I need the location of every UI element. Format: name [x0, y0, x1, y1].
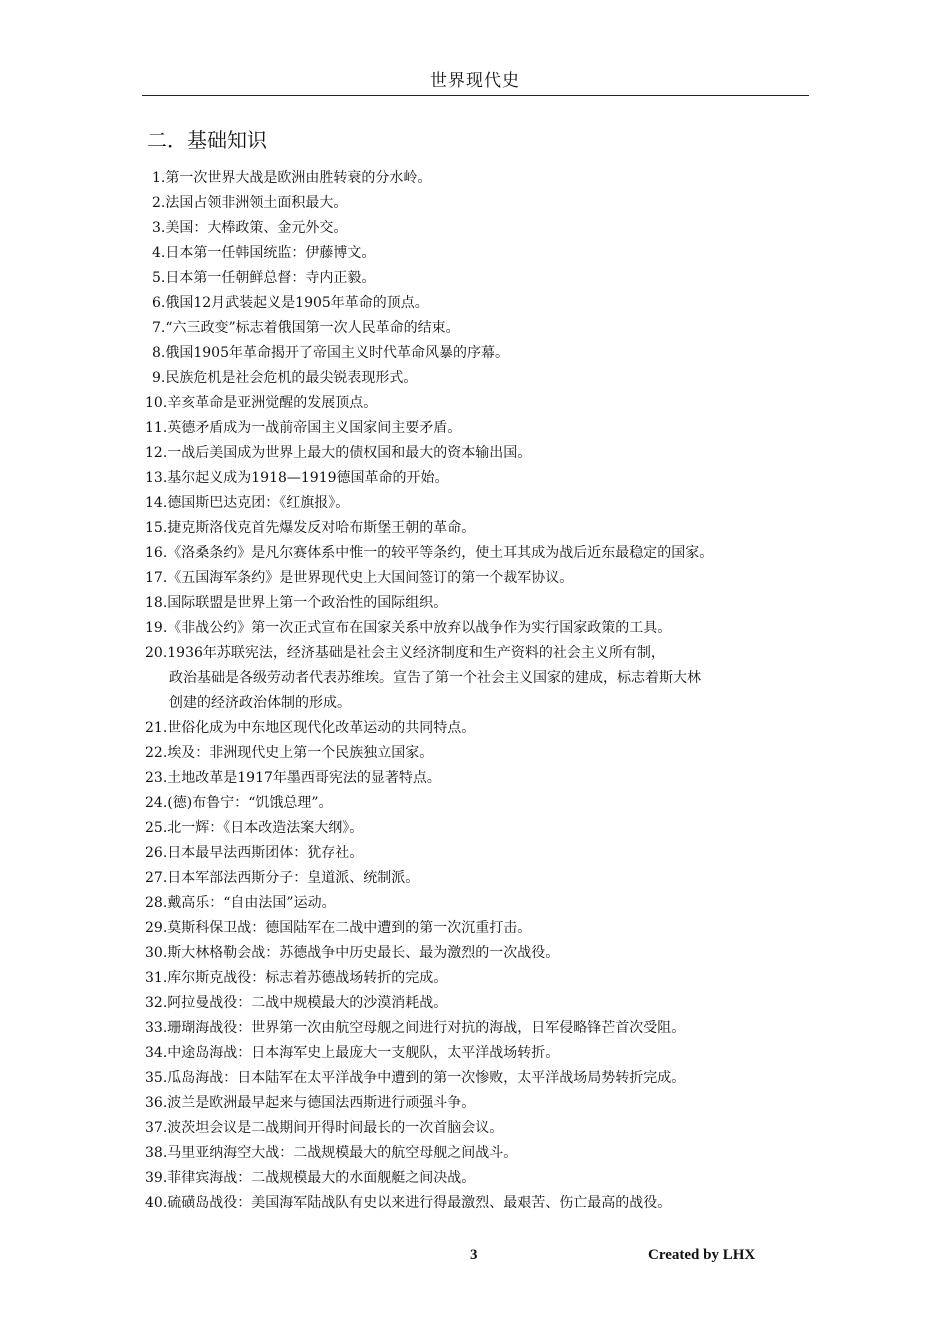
- list-item-10: 10.辛亥革命是亚洲觉醒的发展顶点。: [145, 395, 378, 411]
- list-item-5: 5.日本第一任朝鲜总督：寺内正毅。: [152, 270, 376, 286]
- list-item-22: 22.埃及：非洲现代史上第一个民族独立国家。: [145, 745, 434, 761]
- page-header-title: 世界现代史: [430, 71, 520, 91]
- list-item-32: 32.阿拉曼战役：二战中规模最大的沙漠消耗战。: [145, 995, 448, 1011]
- list-item-14: 14.德国斯巴达克团：《红旗报》。: [145, 495, 350, 511]
- list-item-4: 4.日本第一任韩国统监：伊藤博文。: [152, 245, 376, 261]
- list-item-3: 3.美国：大棒政策、金元外交。: [152, 220, 348, 236]
- list-item-9: 9.民族危机是社会危机的最尖锐表现形式。: [152, 370, 418, 386]
- list-item-31: 31.库尔斯克战役：标志着苏德战场转折的完成。: [145, 970, 448, 986]
- list-item-39: 39.菲律宾海战：二战规模最大的水面舰艇之间决战。: [145, 1170, 476, 1186]
- list-item-23: 23.土地改革是1917年墨西哥宪法的显著特点。: [145, 770, 441, 786]
- list-item-24: 24.(德)布鲁宁：“饥饿总理”。: [145, 795, 333, 811]
- section-title: 二．基础知识: [147, 128, 267, 152]
- list-item-11: 11.英德矛盾成为一战前帝国主义国家间主要矛盾。: [145, 420, 462, 436]
- page-number: 3: [470, 1247, 478, 1263]
- list-item-12: 12.一战后美国成为世界上最大的债权国和最大的资本输出国。: [145, 445, 532, 461]
- list-item-38: 38.马里亚纳海空大战：二战规模最大的航空母舰之间战斗。: [145, 1145, 518, 1161]
- list-item-34: 34.中途岛海战：日本海军史上最庞大一支舰队，太平洋战场转折。: [145, 1045, 560, 1061]
- list-item-16: 16.《洛桑条约》是凡尔赛体系中惟一的较平等条约，使土耳其成为战后近东最稳定的国家。: [145, 545, 714, 561]
- list-item-15: 15.捷克斯洛伐克首先爆发反对哈布斯堡王朝的革命。: [145, 520, 476, 536]
- list-item-17: 17.《五国海军条约》是世界现代史上大国间签订的第一个裁军协议。: [145, 570, 574, 586]
- list-item-26: 26.日本最早法西斯团体：犹存社。: [145, 845, 364, 861]
- list-item-36: 36.波兰是欧洲最早起来与德国法西斯进行顽强斗争。: [145, 1095, 476, 1111]
- list-item-37: 37.波茨坦会议是二战期间开得时间最长的一次首脑会议。: [145, 1120, 504, 1136]
- list-item-8: 8.俄国1905年革命揭开了帝国主义时代革命风暴的序幕。: [152, 345, 509, 361]
- list-item-1: 1.第一次世界大战是欧洲由胜转衰的分水岭。: [152, 170, 432, 186]
- list-item-27: 27.日本军部法西斯分子：皇道派、统制派。: [145, 870, 420, 886]
- list-item-30: 30.斯大林格勒会战：苏德战争中历史最长、最为激烈的一次战役。: [145, 945, 560, 961]
- list-item-28: 28.戴高乐：“自由法国”运动。: [145, 895, 336, 911]
- list-item-35: 35.瓜岛海战：日本陆军在太平洋战争中遭到的第一次惨败，太平洋战场局势转折完成。: [145, 1070, 686, 1086]
- footer-credit: Created by LHX: [648, 1247, 756, 1263]
- list-item-20-continuation-1: 政治基础是各级劳动者代表苏维埃。宣告了第一个社会主义国家的建成，标志着斯大林: [169, 670, 701, 686]
- list-item-13: 13.基尔起义成为1918—1919德国革命的开始。: [145, 470, 449, 486]
- header-divider: [142, 95, 809, 96]
- list-item-40: 40.硫磺岛战役：美国海军陆战队有史以来进行得最激烈、最艰苦、伤亡最高的战役。: [145, 1195, 672, 1211]
- list-item-6: 6.俄国12月武装起义是1905年革命的顶点。: [152, 295, 429, 311]
- list-item-21: 21.世俗化成为中东地区现代化改革运动的共同特点。: [145, 720, 476, 736]
- list-item-20: 20.1936年苏联宪法，经济基础是社会主义经济制度和生产资料的社会主义所有制，: [145, 645, 665, 661]
- list-item-29: 29.莫斯科保卫战：德国陆军在二战中遭到的第一次沉重打击。: [145, 920, 532, 936]
- list-item-20-continuation-2: 创建的经济政治体制的形成。: [169, 695, 351, 711]
- list-item-2: 2.法国占领非洲领土面积最大。: [152, 195, 348, 211]
- list-item-25: 25.北一辉：《日本改造法案大纲》。: [145, 820, 364, 836]
- list-item-18: 18.国际联盟是世界上第一个政治性的国际组织。: [145, 595, 448, 611]
- list-item-33: 33.珊瑚海战役：世界第一次由航空母舰之间进行对抗的海战，日军侵略锋芒首次受阻。: [145, 1020, 686, 1036]
- list-item-7: 7.“六三政变”标志着俄国第一次人民革命的结束。: [152, 320, 460, 336]
- knowledge-list: [145, 166, 825, 1216]
- list-item-19: 19.《非战公约》第一次正式宣布在国家关系中放弃以战争作为实行国家政策的工具。: [145, 620, 672, 636]
